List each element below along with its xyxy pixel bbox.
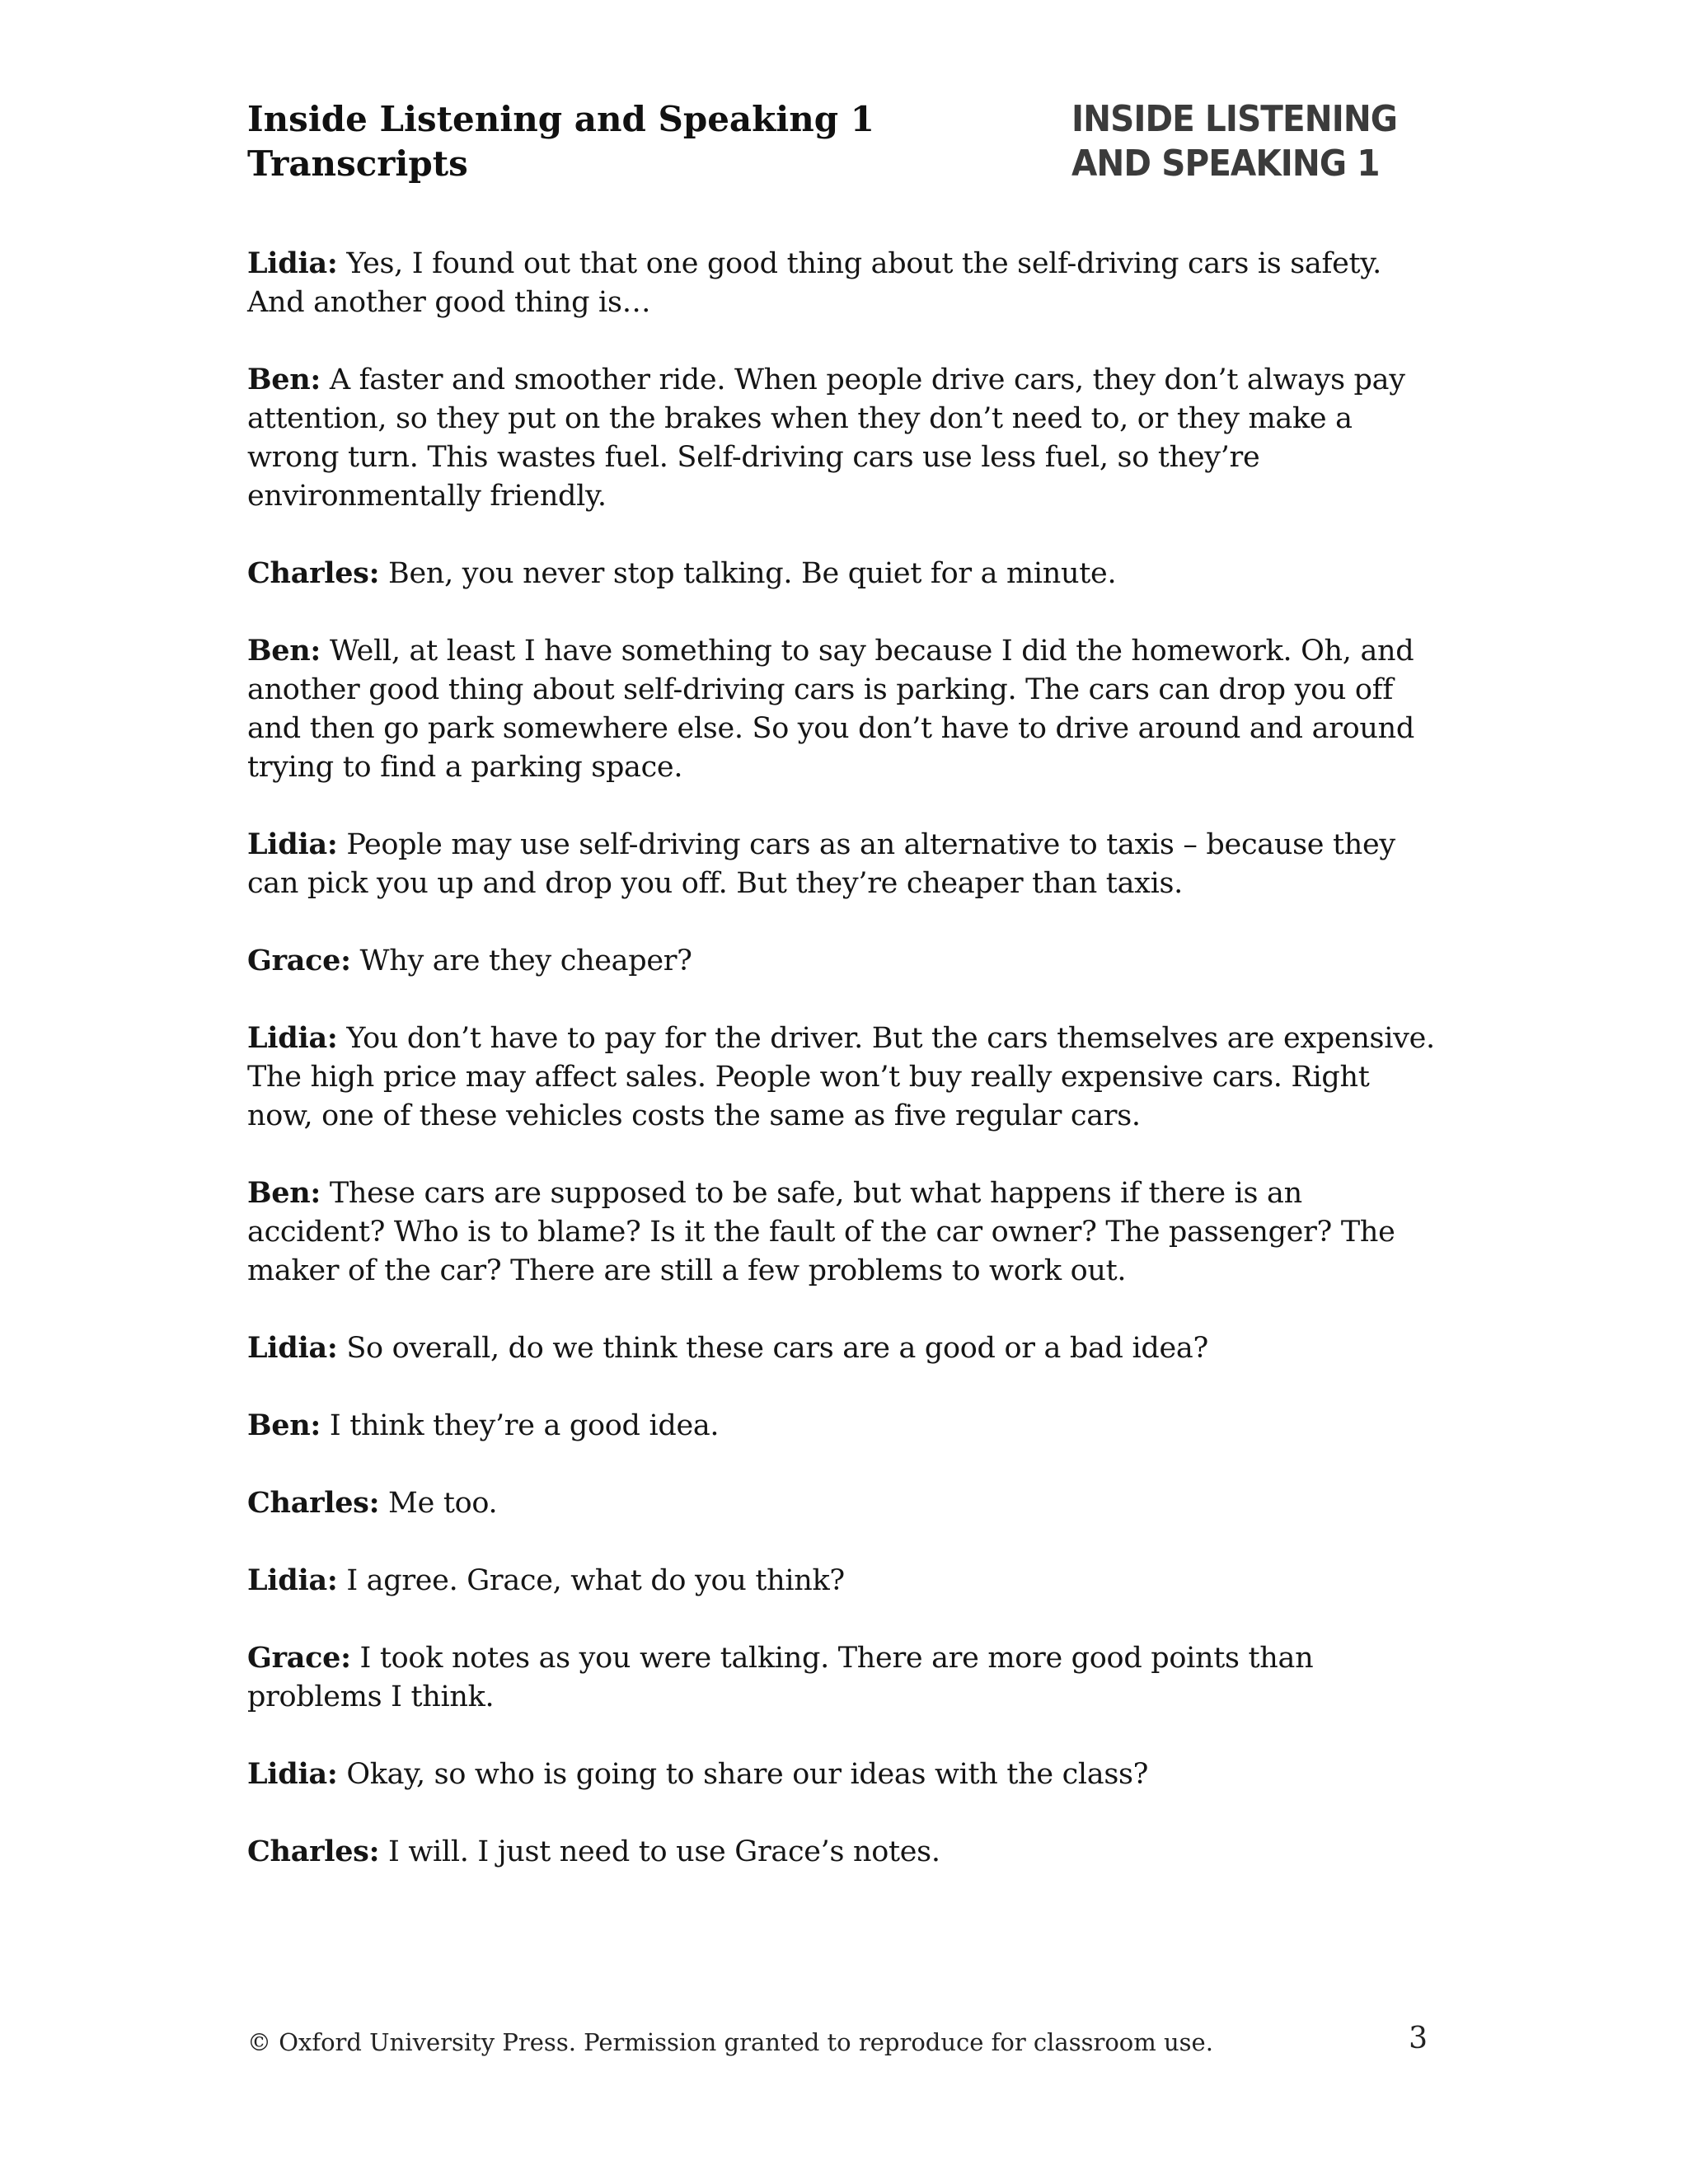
dialogue-turn (247, 1755, 1442, 1794)
dialogue-turn (247, 1638, 1442, 1717)
dialogue-turn (247, 554, 1442, 593)
dialogue-text: So overall, do we think these cars are a good or a bad idea? (346, 1332, 1208, 1365)
dialogue-text: Well, at least I have something to say because I did the homework. Oh, and another good thing about self-driving cars is parking. The cars can drop you off and then go park somewhere else. So you don’t have to drive around and around trying to find a parking space. (247, 635, 1414, 784)
logo-line-2: AND SPEAKING 1 (1071, 143, 1380, 185)
dialogue-turn (247, 1832, 1442, 1872)
dialogue-text: These cars are supposed to be safe, but what happens if there is an accident? Who is to blame? Is it the fault of the car owner? The passenger? The maker of the car? There are still a few problems to work out. (247, 1177, 1395, 1287)
logo-line-1: INSIDE LISTENING (1071, 98, 1398, 140)
speaker-name: Ben: (247, 363, 321, 396)
dialogue-text: Me too. (388, 1487, 498, 1520)
dialogue-turn (247, 631, 1442, 787)
dialogue-text: Why are they cheaper? (359, 944, 692, 977)
dialogue-turn (247, 1406, 1442, 1446)
dialogue-text: I took notes as you were talking. There are more good points than problems I think. (247, 1642, 1314, 1713)
dialogue-turn (247, 1561, 1442, 1601)
speaker-name: Ben: (247, 634, 321, 668)
speaker-name: Charles: (247, 1486, 380, 1520)
dialogue-text: I will. I just need to use Grace’s notes. (388, 1835, 940, 1868)
dialogue-text: You don’t have to pay for the driver. But the cars themselves are expensive. The high price may affect sales. People won’t buy really expensive cars. Right now, one of these vehicles costs the same as five regular cars. (247, 1022, 1435, 1132)
dialogue-text: I think they’re a good idea. (329, 1409, 720, 1442)
dialogue-text: Okay, so who is going to share our ideas with the class? (346, 1758, 1149, 1791)
title-line-1: Inside Listening and Speaking 1 (247, 99, 874, 139)
dialogue-turn (247, 1019, 1442, 1136)
dialogue-turn (247, 244, 1442, 322)
copyright-footer: © Oxford University Press. Permission granted to reproduce for classroom use. (247, 2028, 1213, 2056)
dialogue-turn (247, 1483, 1442, 1523)
dialogue-turn (247, 825, 1442, 903)
speaker-name: Lidia: (247, 1021, 338, 1055)
dialogue-text: A faster and smoother ride. When people drive cars, they don’t always pay attention, so they put on the brakes when they don’t need to, or they make a wrong turn. This wastes fuel. Self-driving cars use less fuel, so they’re environmentally friendly. (247, 363, 1405, 513)
page-number: 3 (1409, 2022, 1428, 2055)
series-logo (1071, 97, 1426, 186)
speaker-name: Ben: (247, 1176, 321, 1210)
transcript-body (247, 244, 1442, 1910)
dialogue-text: Yes, I found out that one good thing about the self-driving cars is safety. And another good thing is… (247, 247, 1381, 319)
speaker-name: Charles: (247, 556, 380, 590)
speaker-name: Grace: (247, 1641, 351, 1675)
speaker-name: Lidia: (247, 246, 338, 280)
dialogue-text: I agree. Grace, what do you think? (346, 1564, 845, 1597)
dialogue-turn (247, 360, 1442, 516)
speaker-name: Lidia: (247, 1757, 338, 1791)
speaker-name: Ben: (247, 1408, 321, 1442)
dialogue-turn (247, 1174, 1442, 1291)
speaker-name: Charles: (247, 1835, 380, 1868)
speaker-name: Grace: (247, 944, 351, 977)
dialogue-turn (247, 1329, 1442, 1368)
dialogue-text: Ben, you never stop talking. Be quiet for a minute. (388, 557, 1117, 590)
document-title (247, 97, 874, 186)
speaker-name: Lidia: (247, 1331, 338, 1365)
dialogue-text: People may use self-driving cars as an alternative to taxis – because they can pick you up and drop you off. But they’re cheaper than taxis. (247, 828, 1395, 900)
title-line-2: Transcripts (247, 143, 468, 184)
dialogue-turn (247, 941, 1442, 981)
speaker-name: Lidia: (247, 1563, 338, 1597)
speaker-name: Lidia: (247, 827, 338, 861)
